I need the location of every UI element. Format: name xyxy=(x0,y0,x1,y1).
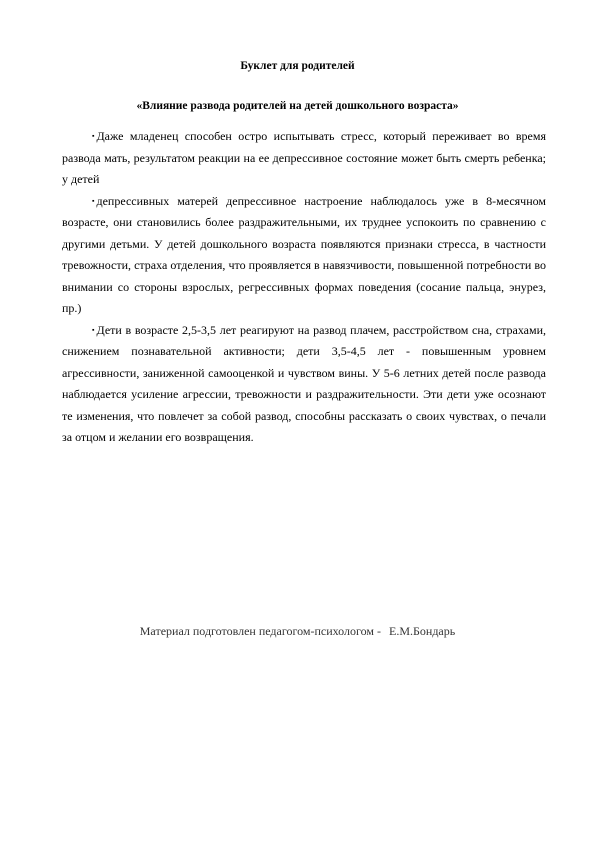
paragraph-3 xyxy=(62,320,546,449)
document-footer xyxy=(0,623,595,639)
paragraph-text: Даже младенец способен остро испытывать стресс, который переживает во время развода мать, результатом реакции на ее депрессивное состояние может быть смерть ребенка; у детей xyxy=(62,129,546,186)
paragraph-text: Дети в возрасте 2,5-3,5 лет реагируют на развод плачем, расстройством сна, страхами, снижением познавательной активности; дети 3,5-4,5 лет - повышенным уровнем агрессивности, заниженной самооценкой и чувством вины. У 5-6 летних детей после развода наблюдается усиление агрессии, тревожности и раздражительности. Эти дети уже осознают те изменения, что повлечет за собой развод, способны рассказать о своих чувствах, о печали за отцом и желании его возвращения. xyxy=(62,322,546,444)
bullet-icon: ▪ xyxy=(92,132,95,140)
document-title: Буклет для родителей xyxy=(240,60,355,72)
bullet-icon: ▪ xyxy=(92,196,95,205)
footer-credit: Материал подготовлен педагогом-психологом - xyxy=(139,624,381,638)
paragraph-text: депрессивных матерей депрессивное настроение наблюдалось уже в 8-месячном возрасте, они становились более раздражительными, их труднее успокоить по сравнению с другими детьми. У детей дошкольного возраста появляются признаки стресса, в частности тревожности, страха отделения, что проявляется в навязчивости, повышенной потребности во внимании со стороны взрослых, регрессивных формах поведения (сосание пальца, энурез, пр.) xyxy=(62,193,546,315)
paragraph-1 xyxy=(62,126,546,191)
document-subtitle: «Влияние развода родителей на детей дошкольного возраста» xyxy=(136,100,459,112)
paragraph-2 xyxy=(62,191,546,320)
footer-author: Е.М.Бондарь xyxy=(389,624,456,638)
document-body xyxy=(62,126,546,449)
bullet-icon: ▪ xyxy=(92,325,95,334)
